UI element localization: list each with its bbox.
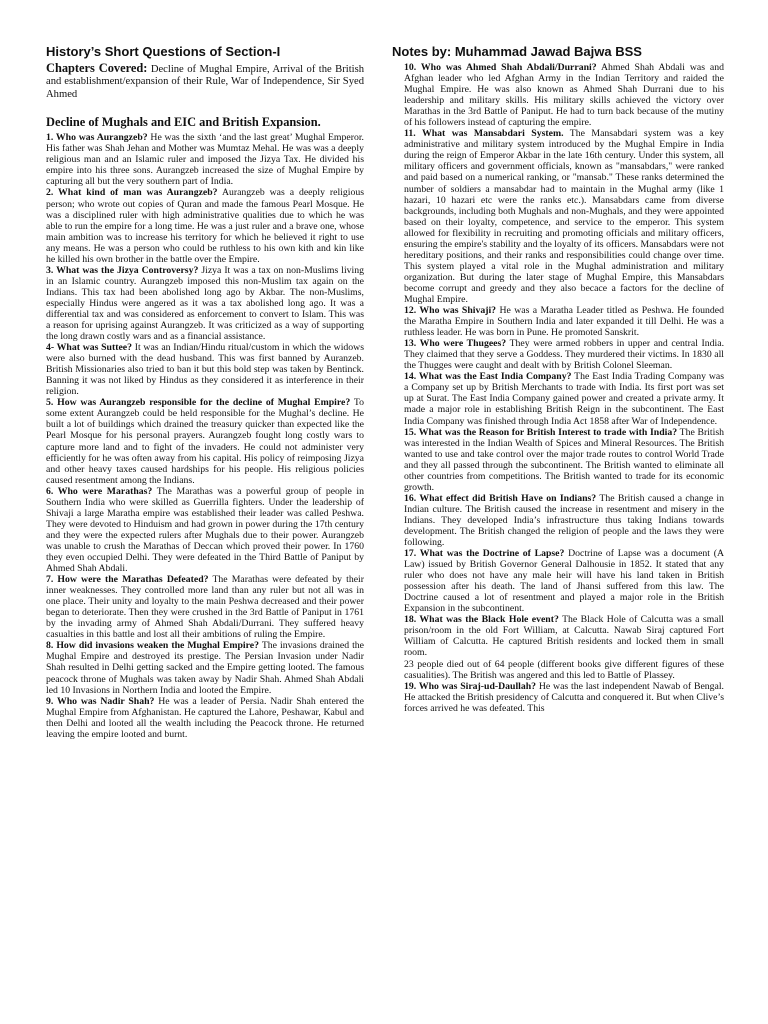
question: 4- What was Suttee? [46, 342, 133, 354]
qa-item [404, 371, 724, 426]
answer: Doctrine of Lapse was a document (A Law) issued by British Governor General Dalhousie in 1852. It stated that any ruler who does not have any male heir will have his land taken in British possession after his death. The land of Jhansi suffered from this law. The Doctrine caused a lot of resentment and played a major role in the British Expansion in the subcontinent. [404, 548, 724, 615]
answer: They were armed robbers in upper and central India. They claimed that they serve a Goddess. They murdered their victims. In 1830 all the Thugges were caught and dealt with by British Colonel Sleeman. [404, 338, 725, 372]
answer: The British caused a change in Indian culture. The British caused the increase in resentment and misery in the Indians. They developed India’s infrastructure thus taking Indians towards development. The British changed the religion of people and the laws they were following. [404, 492, 724, 549]
qa-continuation [404, 659, 724, 681]
question: 2. What kind of man was Aurangzeb? [46, 187, 218, 199]
chapters-text: Decline of Mughal Empire, Arrival of the British and establishment/expansion of their Rule, War of Independence, Sir Syed Ahmed [46, 64, 364, 100]
left-column [46, 0, 364, 740]
question: 9. Who was Nadir Shah? [46, 695, 155, 707]
qa-item [404, 493, 724, 548]
qa-item [404, 338, 724, 371]
chapters-covered [46, 62, 364, 101]
qa-item [404, 548, 724, 614]
qa-item [404, 614, 724, 658]
question: 5. How was Aurangzeb responsible for the decline of Mughal Empire? [46, 397, 351, 409]
chapters-label: Chapters Covered: [46, 61, 148, 75]
left-header: History’s Short Questions of Section-I [46, 44, 281, 59]
answer: The Black Hole of Calcutta was a small prison/room in the old Fort William, at Calcutta. Nawab Siraj captured Fort William of Calcutta. He captured British residents and locked them in small room. [404, 614, 725, 659]
question: 8. How did invasions weaken the Mughal Empire? [46, 640, 259, 652]
question: 16. What effect did British Have on Indians? [404, 492, 597, 504]
question: 7. How were the Marathas Defeated? [46, 574, 209, 586]
qa-item [46, 397, 364, 485]
question: 14. What was the East India Company? [404, 371, 572, 383]
qa-item [46, 574, 364, 640]
answer: Jizya It was a tax on non-Muslims living in an Islamic country. Aurangzeb imposed this non-Muslim tax again on the Indians. This tax had been abolished long ago by Akbar. The non-Muslims, especially Hindus were angered as it was a tax abolished long ago. It was a differential tax and was considered as enforcement to convert to Islam. This was a reason for uprising against Aurangzeb. It was criticized as a way of supporting the long drawn costly wars and as a financial assistance. [46, 264, 364, 343]
question: 1. Who was Aurangzeb? [46, 132, 148, 144]
qa-item [46, 342, 364, 397]
answer: The East India Trading Company was a Company set up by British Merchants to trade with India. Its first port was set up at Surat. The East India Company gained power and created a private army. It made a major role in establishing British Reign in the subcontinent. The East India Company was finished through India Act 1858 after War of Independence. [404, 371, 724, 427]
question: 12. Who was Shivaji? [404, 305, 497, 317]
answer: Aurangzeb was a deeply religious person; who wrote out copies of Quran and made the famous Pearl Mosque. He was a disciplined ruler with high administrative qualities due to which he was able to run the empire for a long time. He was a just ruler and a brave one, whose main ambition was to increase his territory for which he believed it right to use any means. He was a person who could be ruthless to his own kith and kin like he killed his own brother in the battle over the Empire. [46, 187, 364, 265]
answer: The British was interested in the Indian Wealth of Spices and Mineral Resources. The British wanted to use and take control over the major trade routes to control World Trade and they all passed through the subcontinent. The British wanted to eliminate all other countries from competitions. The British wanted to trade for its economic growth. [404, 426, 725, 493]
qa-item [46, 265, 364, 342]
qa-item [404, 128, 724, 305]
answer: The invasions drained the Mughal Empire and destroyed its prestige. The Persian Invasion under Nadir Shah resulted in Delhi getting sacked and the Empire getting looted. The famous peacock throne of Mughals was taken away by Nadir Shah. Ahmed Shah Abdali led 10 Invasions in Northern India and looted the Empire. [46, 640, 365, 696]
question: 15. What was the Reason for British Interest to trade with India? [404, 426, 678, 438]
right-header: Notes by: Muhammad Jawad Bajwa BSS [392, 44, 642, 59]
answer: He was the sixth ‘and the last great’ Mughal Emperor. His father was Shah Jehan and Mother was Mumtaz Mehal. He was was a deeply religious man and an Islamic ruler and imposed the Jizya Tax. He divided his empire into his three sons. Aurangzeb increased the size of Mughal Empire by capturing all but the very southern part of India. [46, 132, 364, 188]
answer: It was an Indian/Hindu ritual/custom in which the widows were also burned with the dead husband. This was first banned by Auranzeb. British Missionaries also tried to ban it but this bold step was taken by Bentinck. Banning it was not liked by Hindus as they considered it as interference in their religion. [46, 342, 364, 398]
question: 18. What was the Black Hole event? [404, 614, 559, 626]
right-column [392, 0, 724, 714]
answer: Ahmed Shah Abdali was and Afghan leader who led Afghan Army in the Indian Territory and raided the Mughal Empire. He was also known as Ahmed Shah Durrani due to his leadership and military skills. His military skills achieved the victory over Marathas in the 3rd Battle of Paniput. He had to turn back because of the mutiny of his followers instead of capturing the empire. [404, 62, 724, 129]
question: 3. What was the Jizya Controversy? [46, 264, 199, 276]
answer: The Marathas was a powerful group of people in Southern India who were skilled as Guerrilla fighters. Under the leadership of Shivaji a large Maratha empire was established their leader was called Peshwa. They were devoted to Hinduism and had grown in power during the 17th century and they were the expected rulers after Mughals due to their power. Aurangzeb was unable to crush the Marathas of Deccan which proved their power. In 1760 they even occupied Delhi. They were defeated in the Third Battle of Paniput by Ahmed Shah Abdali. [46, 485, 364, 575]
question: 11. What was Mansabdari System. [404, 128, 564, 140]
question: 17. What was the Doctrine of Lapse? [404, 548, 565, 560]
question: 13. Who were Thugees? [404, 338, 507, 350]
qa-item [404, 681, 724, 714]
qa-item [46, 486, 364, 574]
answer: He was a leader of Persia. Nadir Shah entered the Mughal Empire from Afghanistan. He captured the Lahore, Peshawar, Kabul and then Delhi and looted all the wealth including the Peacock throne. He returned leaving the empire looted and burnt. [46, 695, 364, 740]
qa-item [46, 640, 364, 695]
qa-item [404, 62, 724, 128]
qa-item [46, 132, 364, 187]
section-title: Decline of Mughals and EIC and British Expansion. [46, 115, 321, 130]
answer: He was a Maratha Leader titled as Peshwa. He founded the Maratha Empire in Southern India and later expanded it till Delhi. He was a ruthless leader. He was born in Pune. He promoted Sanskrit. [404, 305, 725, 339]
answer: 23 people died out of 64 people (different books give different figures of these casualities). The British was angered and this led to Battle of Plassey. [404, 658, 724, 681]
question: 6. Who were Marathas? [46, 485, 153, 497]
question: 10. Who was Ahmed Shah Abdali/Durrani? [404, 62, 597, 73]
answer: The Marathas were defeated by their inner weaknesses. They controlled more land than any ruler but not all was in one place. Their unity and loyalty to the main Peshwa decreased and their power began to deteriorate. Then they were crushed in the 3rd Battle of Paniput in 1761 by the invading army of Ahmed Shah Abdali/Durrani. They suffered heavy casualties in this battle and lost all their ambitions of ruling the Empire. [46, 574, 364, 641]
question: 19. Who was Siraj-ud-Daullah? [404, 680, 537, 692]
answer: To some extent Aurangzeb could be held responsible for the Mughal’s decline. He built a lot of buildings which drained the treasury quicker than expected like the Pearl Mosque for his personal prayers. Aurangzeb fought long costly wars to capture more land and to fight of the invaders. He could not administer very efficiently for he was often away from his capital. His policy of reimposing Jizya and other heavy taxes caused hardships for his people. His religious policies caused resentment among the Indians. [46, 397, 364, 486]
qa-item [46, 696, 364, 740]
qa-item [404, 427, 724, 493]
qa-item [46, 187, 364, 264]
answer: The Mansabdari system was a key administrative and military system introduced by the Mughal Empire in India during the reign of Emperor Akbar in the late 16th century. Under this system, all military officers and government officials, known as "mansabdars," were ranked and paid based on a numerical ranking, or "mansab." These ranks determined the number of soldiers a mansabdar had to maintain in the Mughal army (like 1 hazari, 10 hazari etc were the ranks etc.). Mansabdars came from diverse backgrounds, including both Mughals and non-Mughals, and they were appointed based on their loyalty, competence, and service to the emperor. This system allowed for flexibility in recruiting and promoting officials and military officers, ensuring the empire's stability and the loyalty of its officers. Mansabdars were not hereditary positions, and their ranks and responsibilities could change over time. This system played a vital role in the Mughal administration and military organization. But during the later stage of Mughal Empire, this Mansabdars become corrupt and greedy and they also becace a factors for the decline of Mughal Empire. [404, 128, 724, 305]
right-body [392, 62, 724, 714]
answer: He was the last independent Nawab of Bengal. He attacked the British presidency of Calcutta and conquered it. But when Clive’s forces arrived he was defeated. This [404, 680, 724, 714]
qa-item [404, 305, 724, 338]
